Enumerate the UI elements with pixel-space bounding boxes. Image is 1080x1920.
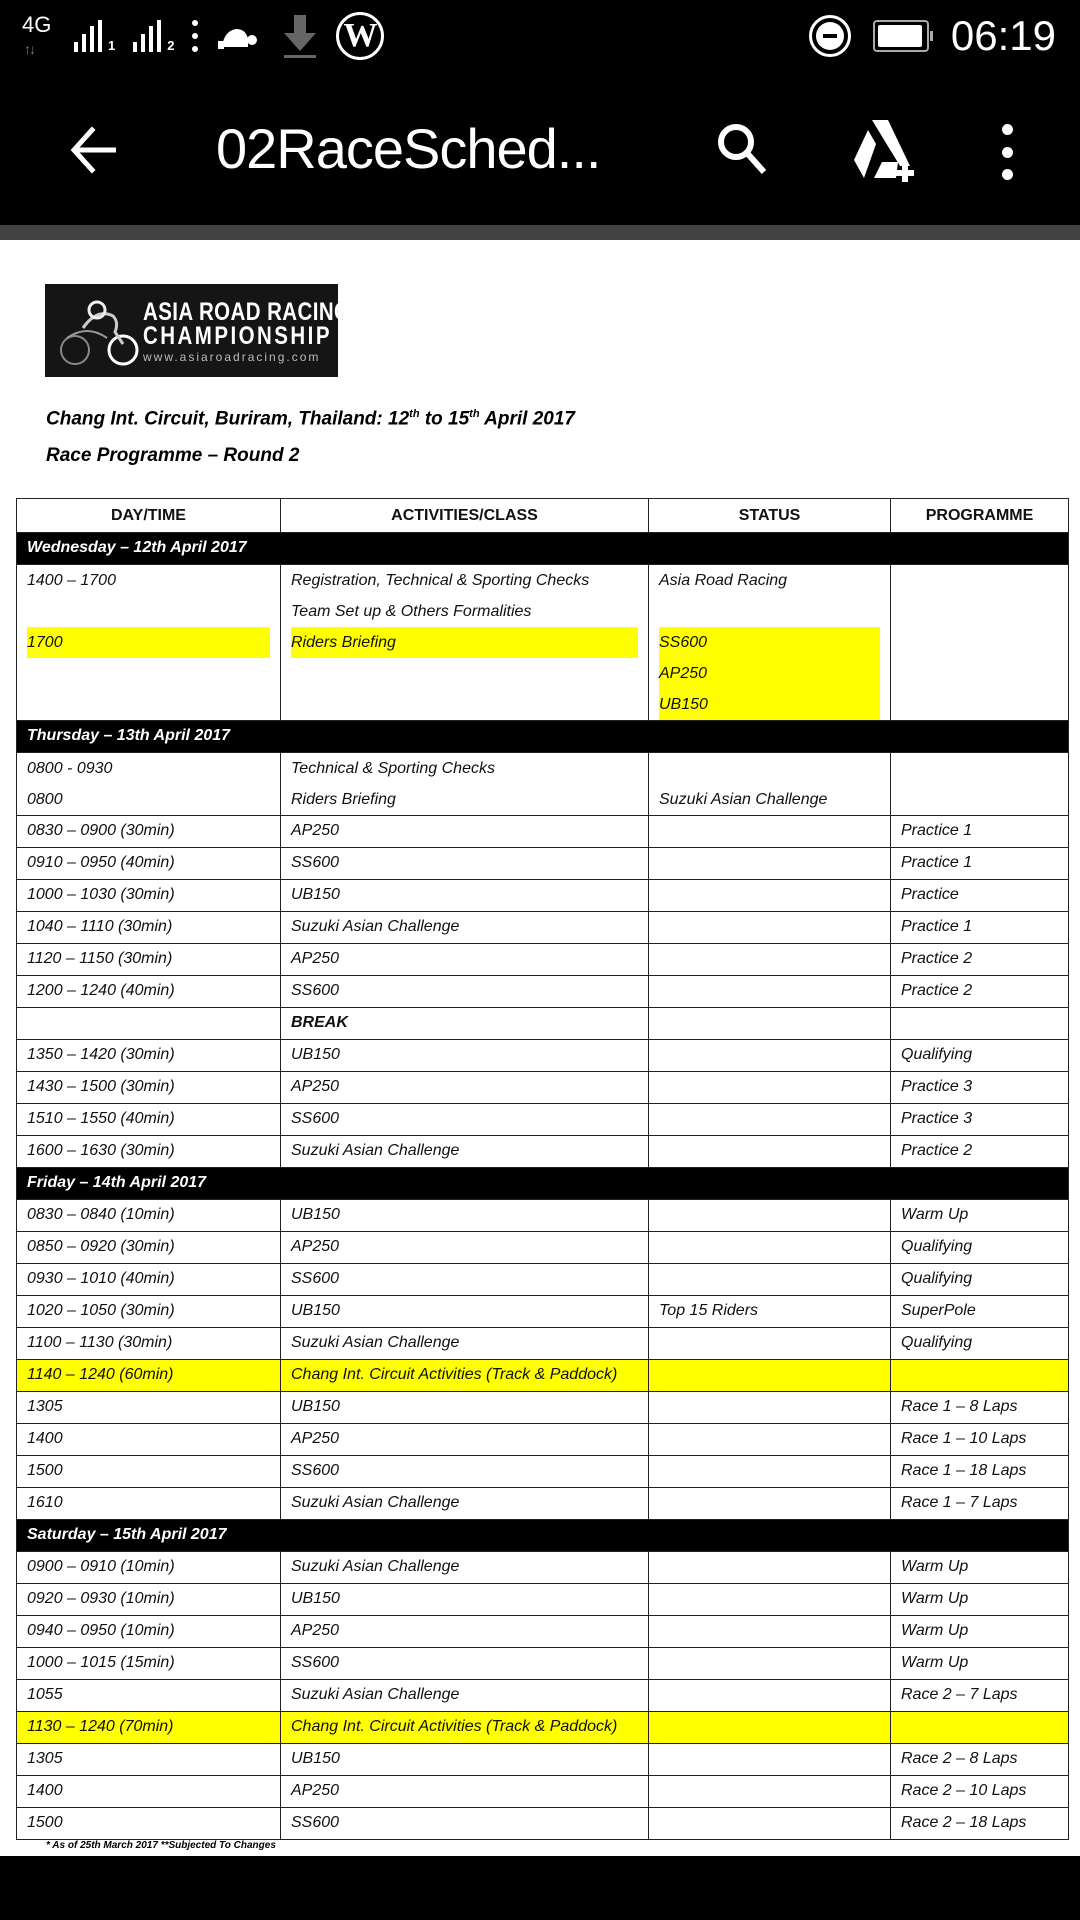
logo-line1: ASIA ROAD RACING: [143, 298, 351, 326]
time-cell: 1040 – 1110 (30min): [17, 912, 281, 944]
table-row: [17, 1712, 1069, 1744]
day-label: Saturday – 15th April 2017: [17, 1520, 1069, 1552]
activity-cell: Suzuki Asian Challenge: [281, 1680, 649, 1712]
table-row: [17, 1584, 1069, 1616]
column-header: DAY/TIME: [17, 499, 281, 533]
time-cell: [17, 753, 281, 816]
programme-cell: Practice 3: [891, 1072, 1069, 1104]
activity-cell: AP250: [281, 1232, 649, 1264]
clock: 06:19: [950, 12, 1056, 59]
status-cell: [649, 816, 891, 848]
activity-cell: Chang Int. Circuit Activities (Track & Paddock): [281, 1360, 649, 1392]
programme-cell: Qualifying: [891, 1232, 1069, 1264]
activity-cell: Suzuki Asian Challenge: [281, 1136, 649, 1168]
highlighted-text: UB150: [659, 689, 880, 720]
race-schedule-table: [16, 498, 1069, 1840]
programme-cell: Race 1 – 8 Laps: [891, 1392, 1069, 1424]
time-cell: 0930 – 1010 (40min): [17, 1264, 281, 1296]
activity-cell: SS600: [281, 1264, 649, 1296]
time-cell: 1600 – 1630 (30min): [17, 1136, 281, 1168]
programme-cell: Race 2 – 7 Laps: [891, 1680, 1069, 1712]
programme-cell: [891, 1360, 1069, 1392]
time-cell: 1055: [17, 1680, 281, 1712]
programme-cell: Practice 2: [891, 976, 1069, 1008]
status-cell: [649, 1360, 891, 1392]
prayer-app-icon: [216, 21, 264, 51]
status-cell: [649, 1040, 891, 1072]
programme-cell: Warm Up: [891, 1616, 1069, 1648]
activity-cell: UB150: [281, 1392, 649, 1424]
activity-cell: AP250: [281, 1616, 649, 1648]
time-cell: 1020 – 1050 (30min): [17, 1296, 281, 1328]
activity-cell: BREAK: [281, 1008, 649, 1040]
table-row: [17, 880, 1069, 912]
programme-cell: Race 2 – 8 Laps: [891, 1744, 1069, 1776]
highlighted-text: 1700: [27, 627, 270, 658]
time-cell: [17, 1008, 281, 1040]
activity-line: Registration, Technical & Sporting Checks: [291, 572, 590, 589]
programme-cell: Race 2 – 18 Laps: [891, 1808, 1069, 1840]
time-cell: 1130 – 1240 (70min): [17, 1712, 281, 1744]
status-line: [659, 689, 880, 720]
status-line: Asia Road Racing: [659, 572, 788, 589]
activity-cell: UB150: [281, 1296, 649, 1328]
activity-cell: SS600: [281, 1808, 649, 1840]
motorcycle-rider-icon: [57, 298, 143, 368]
programme-cell: [891, 565, 1069, 721]
table-row: [17, 1328, 1069, 1360]
day-label: Wednesday – 12th April 2017: [17, 533, 1069, 565]
activity-cell: Chang Int. Circuit Activities (Track & Paddock): [281, 1712, 649, 1744]
status-line: [659, 627, 880, 658]
time-cell: 0900 – 0910 (10min): [17, 1552, 281, 1584]
time-cell: 0940 – 0950 (10min): [17, 1616, 281, 1648]
status-cell: [649, 1104, 891, 1136]
status-cell: [649, 1136, 891, 1168]
table-row: [17, 848, 1069, 880]
time-cell: 1200 – 1240 (40min): [17, 976, 281, 1008]
overflow-notifications-icon: [192, 20, 198, 52]
activity-cell: UB150: [281, 880, 649, 912]
table-row: [17, 1232, 1069, 1264]
sim2-label: 2: [167, 38, 175, 53]
status-cell: [649, 912, 891, 944]
time-cell: 0850 – 0920 (30min): [17, 1232, 281, 1264]
table-row: [17, 816, 1069, 848]
arrc-logo: [45, 284, 351, 377]
document-title: 02RaceSched...: [216, 117, 601, 180]
network-4g-icon: 4G ↑↓: [22, 12, 52, 57]
more-vert-icon[interactable]: [1002, 124, 1013, 180]
document-page: [0, 240, 1080, 1856]
time-cell: 1120 – 1150 (30min): [17, 944, 281, 976]
activity-cell: Suzuki Asian Challenge: [281, 1552, 649, 1584]
time-cell: 1305: [17, 1392, 281, 1424]
time-cell: 0910 – 0950 (40min): [17, 848, 281, 880]
activity-cell: SS600: [281, 976, 649, 1008]
activity-cell: AP250: [281, 1776, 649, 1808]
time-cell: 1400: [17, 1776, 281, 1808]
time-cell: 1305: [17, 1744, 281, 1776]
activity-cell: [281, 565, 649, 721]
status-cell: [649, 1488, 891, 1520]
status-line: [659, 658, 880, 689]
programme-cell: Qualifying: [891, 1040, 1069, 1072]
network-type-label: 4G: [22, 12, 52, 37]
programme-subtitle: Race Programme – Round 2: [46, 445, 300, 466]
status-cell: [649, 976, 891, 1008]
table-row: [17, 1008, 1069, 1040]
status-cell: [649, 880, 891, 912]
sim1-label: 1: [108, 38, 116, 53]
status-cell: [649, 1328, 891, 1360]
status-cell: [649, 1648, 891, 1680]
time-line: 1400 – 1700: [27, 572, 116, 589]
signal-sim2-icon: [133, 20, 174, 52]
activity-cell: Suzuki Asian Challenge: [281, 1488, 649, 1520]
activity-cell: AP250: [281, 944, 649, 976]
activity-cell: AP250: [281, 1072, 649, 1104]
time-cell: 1510 – 1550 (40min): [17, 1104, 281, 1136]
programme-cell: [891, 753, 1069, 816]
status-cell: [649, 944, 891, 976]
table-row: [17, 1264, 1069, 1296]
column-header: PROGRAMME: [891, 499, 1069, 533]
status-line: [659, 753, 880, 784]
column-header: ACTIVITIES/CLASS: [281, 499, 649, 533]
activity-cell: SS600: [281, 1648, 649, 1680]
programme-cell: Practice 1: [891, 912, 1069, 944]
status-bar: [0, 0, 1080, 72]
add-to-drive-icon[interactable]: [852, 116, 920, 184]
time-cell: 1140 – 1240 (60min): [17, 1360, 281, 1392]
table-row: [17, 1392, 1069, 1424]
table-row: [17, 1104, 1069, 1136]
status-cell: [649, 1712, 891, 1744]
day-header-row: [17, 1168, 1069, 1200]
table-row: [17, 1136, 1069, 1168]
activity-line: Technical & Sporting Checks: [291, 760, 495, 777]
status-cell: [649, 1584, 891, 1616]
programme-cell: [891, 1008, 1069, 1040]
status-cell: [649, 753, 891, 816]
time-cell: 1000 – 1030 (30min): [17, 880, 281, 912]
toolbar-shadow: [0, 225, 1080, 240]
table-row: [17, 1040, 1069, 1072]
table-row: [17, 1488, 1069, 1520]
table-row-block: [17, 565, 1069, 721]
time-cell: 1000 – 1015 (15min): [17, 1648, 281, 1680]
programme-cell: Race 1 – 7 Laps: [891, 1488, 1069, 1520]
table-row: [17, 1744, 1069, 1776]
time-cell: 0830 – 0840 (10min): [17, 1200, 281, 1232]
table-row: [17, 1200, 1069, 1232]
table-row-block: [17, 753, 1069, 816]
programme-cell: Warm Up: [891, 1648, 1069, 1680]
activity-line: Team Set up & Others Formalities: [291, 603, 532, 620]
programme-cell: Practice 1: [891, 848, 1069, 880]
activity-cell: Suzuki Asian Challenge: [281, 1328, 649, 1360]
status-cell: [649, 1776, 891, 1808]
time-cell: 1350 – 1420 (30min): [17, 1040, 281, 1072]
activity-line: Riders Briefing: [291, 791, 396, 808]
time-line: [27, 596, 270, 627]
highlighted-text: AP250: [659, 658, 880, 689]
programme-cell: Race 1 – 10 Laps: [891, 1424, 1069, 1456]
status-cell: Top 15 Riders: [649, 1296, 891, 1328]
time-cell: 1500: [17, 1456, 281, 1488]
time-cell: 0920 – 0930 (10min): [17, 1584, 281, 1616]
status-cell: [649, 1072, 891, 1104]
time-line: [27, 627, 270, 658]
table-row: [17, 1296, 1069, 1328]
programme-cell: Practice 3: [891, 1104, 1069, 1136]
status-cell: [649, 1744, 891, 1776]
status-cell: [649, 1008, 891, 1040]
highlighted-text: SS600: [659, 627, 880, 658]
status-cell: [649, 1232, 891, 1264]
activity-cell: AP250: [281, 816, 649, 848]
activity-line: [291, 627, 638, 658]
day-label: Thursday – 13th April 2017: [17, 721, 1069, 753]
table-row: [17, 1776, 1069, 1808]
footnote: * As of 25th March 2017 **Subjected To Changes: [46, 1840, 276, 1851]
programme-cell: Practice 1: [891, 816, 1069, 848]
signal-sim1-icon: [74, 20, 115, 52]
column-header: STATUS: [649, 499, 891, 533]
table-row: [17, 944, 1069, 976]
time-line: 0800 - 0930: [27, 760, 113, 777]
table-row: [17, 976, 1069, 1008]
programme-cell: SuperPole: [891, 1296, 1069, 1328]
highlighted-text: Riders Briefing: [291, 627, 638, 658]
programme-cell: Qualifying: [891, 1328, 1069, 1360]
status-cell: [649, 1616, 891, 1648]
status-cell: [649, 1552, 891, 1584]
status-cell: [649, 565, 891, 721]
status-cell: [649, 1808, 891, 1840]
app-bar: [0, 72, 1080, 225]
activity-cell: UB150: [281, 1584, 649, 1616]
search-icon[interactable]: [712, 118, 772, 178]
status-cell: [649, 1264, 891, 1296]
programme-cell: Race 2 – 10 Laps: [891, 1776, 1069, 1808]
programme-cell: Warm Up: [891, 1552, 1069, 1584]
activity-cell: AP250: [281, 1424, 649, 1456]
time-cell: 1610: [17, 1488, 281, 1520]
programme-cell: Practice: [891, 880, 1069, 912]
time-cell: [17, 565, 281, 721]
event-title: Chang Int. Circuit, Buriram, Thailand: 12th to 15th April 2017: [46, 408, 575, 430]
time-cell: 1400: [17, 1424, 281, 1456]
activity-cell: SS600: [281, 1456, 649, 1488]
activity-cell: SS600: [281, 1104, 649, 1136]
programme-cell: Warm Up: [891, 1200, 1069, 1232]
time-cell: 0830 – 0900 (30min): [17, 816, 281, 848]
day-header-row: [17, 1520, 1069, 1552]
time-cell: 1430 – 1500 (30min): [17, 1072, 281, 1104]
status-cell: [649, 1392, 891, 1424]
status-line: Suzuki Asian Challenge: [659, 791, 828, 808]
programme-cell: Race 1 – 18 Laps: [891, 1456, 1069, 1488]
table-row: [17, 1360, 1069, 1392]
battery-icon: [873, 20, 929, 52]
status-cell: [649, 848, 891, 880]
status-cell: [649, 1200, 891, 1232]
status-cell: [649, 1680, 891, 1712]
table-row: [17, 1456, 1069, 1488]
time-line: 0800: [27, 791, 63, 808]
day-header-row: [17, 721, 1069, 753]
programme-cell: [891, 1712, 1069, 1744]
time-cell: 1100 – 1130 (30min): [17, 1328, 281, 1360]
programme-cell: Practice 2: [891, 944, 1069, 976]
status-cell: [649, 1424, 891, 1456]
table-row: [17, 1808, 1069, 1840]
activity-cell: UB150: [281, 1200, 649, 1232]
logo-line2: CHAMPIONSHIP: [143, 322, 332, 350]
activity-cell: UB150: [281, 1040, 649, 1072]
table-row: [17, 1680, 1069, 1712]
table-row: [17, 912, 1069, 944]
do-not-disturb-icon: [809, 15, 851, 57]
programme-cell: Practice 2: [891, 1136, 1069, 1168]
activity-cell: [281, 753, 649, 816]
logo-url: www.asiaroadracing.com: [143, 350, 321, 364]
table-row: [17, 1072, 1069, 1104]
programme-cell: Warm Up: [891, 1584, 1069, 1616]
table-row: [17, 1424, 1069, 1456]
table-row: [17, 1648, 1069, 1680]
day-header-row: [17, 533, 1069, 565]
download-icon: [282, 13, 318, 59]
table-header-row: [17, 499, 1069, 533]
arrow-back-icon[interactable]: [66, 122, 122, 178]
activity-cell: SS600: [281, 848, 649, 880]
activity-cell: Suzuki Asian Challenge: [281, 912, 649, 944]
wordpress-icon: W: [336, 12, 384, 60]
activity-cell: UB150: [281, 1744, 649, 1776]
table-row: [17, 1616, 1069, 1648]
status-line: [659, 596, 880, 627]
day-label: Friday – 14th April 2017: [17, 1168, 1069, 1200]
programme-cell: Qualifying: [891, 1264, 1069, 1296]
status-cell: [649, 1456, 891, 1488]
time-cell: 1500: [17, 1808, 281, 1840]
table-row: [17, 1552, 1069, 1584]
